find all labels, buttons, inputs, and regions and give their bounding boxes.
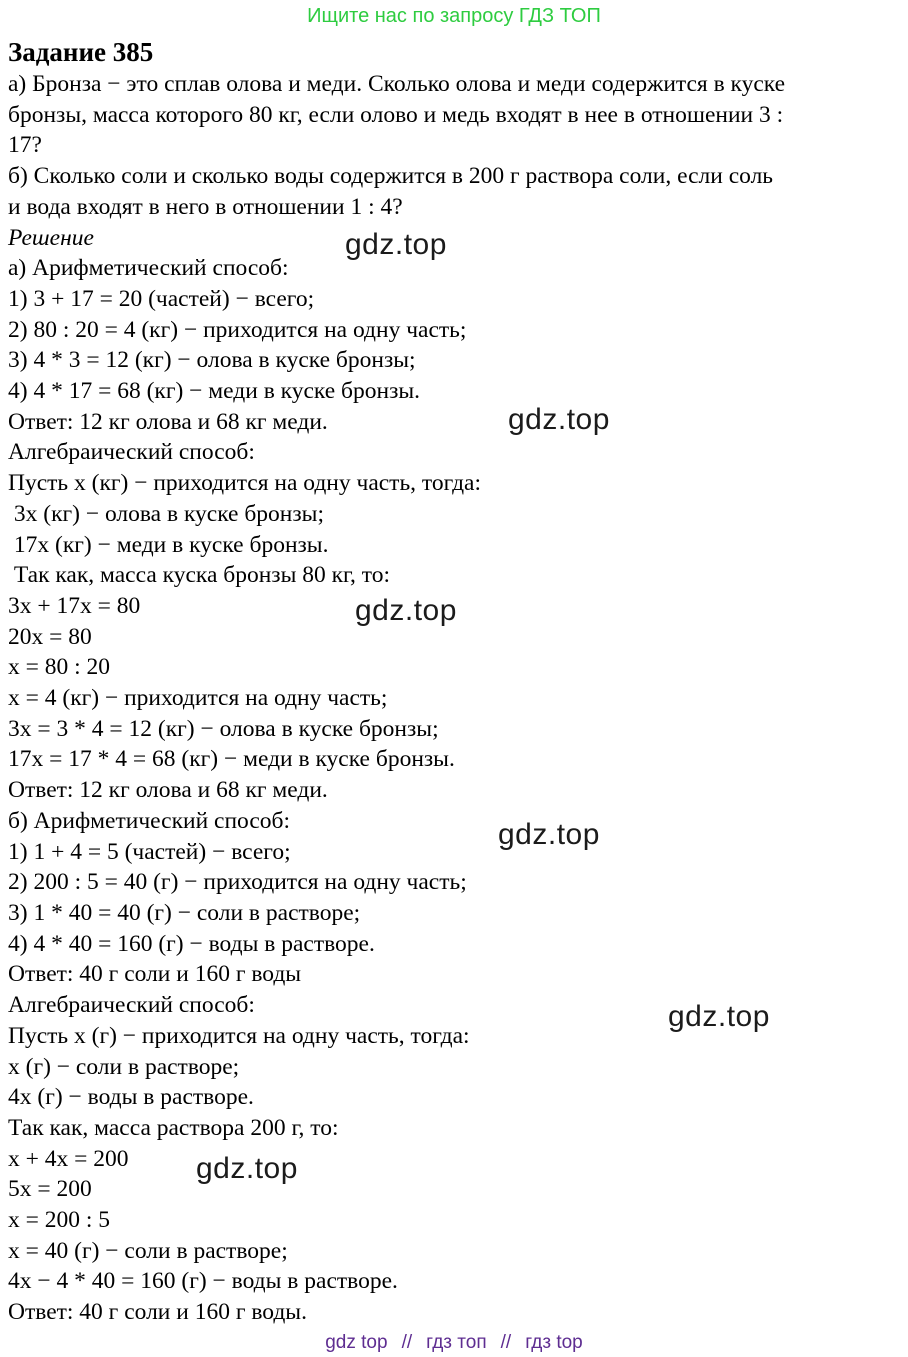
text-line: 3x + 17x = 80 xyxy=(8,592,141,619)
text-line: x = 40 (г) − соли в растворе; xyxy=(8,1237,288,1264)
footer-link-text: gdz top xyxy=(325,1332,388,1353)
text-line: Ответ: 12 кг олова и 68 кг меди. xyxy=(8,408,328,435)
text-line: 17x = 17 * 4 = 68 (кг) − меди в куске бронзы. xyxy=(8,746,455,773)
text-line: 4) 4 * 40 = 160 (г) − воды в растворе. xyxy=(8,930,375,957)
text-line: Так как, масса раствора 200 г, то: xyxy=(8,1114,339,1141)
text-line: бронзы, масса которого 80 кг, если олово и медь входят в нее в отношении 3 : xyxy=(8,101,784,128)
text-line: Пусть x (кг) − приходится на одну часть, тогда: xyxy=(8,470,482,497)
text-line: Ответ: 40 г соли и 160 г воды. xyxy=(8,1299,307,1326)
text-line: 3) 1 * 40 = 40 (г) − соли в растворе; xyxy=(8,899,361,926)
footer-separator: // xyxy=(500,1332,512,1353)
text-line: 17? xyxy=(8,132,42,159)
gdz-top-watermark: gdz.top xyxy=(668,1000,770,1033)
text-line: б) Сколько соли и сколько воды содержится в 200 г раствора соли, если соль xyxy=(8,163,774,190)
text-line: 2) 200 : 5 = 40 (г) − приходится на одну часть; xyxy=(8,869,467,896)
gdz-top-watermark: gdz.top xyxy=(355,594,457,627)
footer-link-text: гдз топ xyxy=(426,1332,487,1353)
text-line: Ответ: 12 кг олова и 68 кг меди. xyxy=(8,777,328,804)
text-line: 3) 4 * 3 = 12 (кг) − олова в куске бронзы; xyxy=(8,347,416,374)
text-line: x + 4x = 200 xyxy=(8,1145,129,1172)
text-line: 5x = 200 xyxy=(8,1176,92,1203)
text-line: 17x (кг) − меди в куске бронзы. xyxy=(8,531,329,558)
text-line: 2) 80 : 20 = 4 (кг) − приходится на одну часть; xyxy=(8,316,467,343)
text-line: а) Арифметический способ: xyxy=(8,255,289,282)
text-line: 1) 1 + 4 = 5 (частей) − всего; xyxy=(8,838,291,865)
text-line: x (г) − соли в растворе; xyxy=(8,1053,240,1080)
promo-header-text: Ищите нас по запросу ГДЗ ТОП xyxy=(307,5,601,27)
text-line: Пусть x (г) − приходится на одну часть, тогда: xyxy=(8,1022,470,1049)
text-line: 4x − 4 * 40 = 160 (г) − воды в растворе. xyxy=(8,1268,398,1295)
text-line: 4) 4 * 17 = 68 (кг) − меди в куске бронзы. xyxy=(8,378,421,405)
gdz-top-watermark: gdz.top xyxy=(345,228,447,261)
text-line: 20x = 80 xyxy=(8,623,92,650)
gdz-top-watermark: gdz.top xyxy=(498,818,600,851)
text-line: и вода входят в него в отношении 1 : 4? xyxy=(8,193,403,220)
text-line: а) Бронза − это сплав олова и меди. Сколько олова и меди содержится в куске xyxy=(8,71,786,97)
text-line: Алгебраический способ: xyxy=(8,992,255,1019)
footer-separator: // xyxy=(401,1332,413,1353)
footer-links xyxy=(0,1332,908,1354)
text-line: 4x (г) − воды в растворе. xyxy=(8,1084,254,1111)
text-line: Так как, масса куска бронзы 80 кг, то: xyxy=(8,562,391,589)
text-line: Алгебраический способ: xyxy=(8,439,255,466)
task-title: Задание 385 xyxy=(8,37,154,67)
text-line: б) Арифметический способ: xyxy=(8,807,291,834)
text-line: x = 200 : 5 xyxy=(8,1207,111,1234)
text-line: x = 80 : 20 xyxy=(8,654,111,681)
text-line: Ответ: 40 г соли и 160 г воды xyxy=(8,961,302,988)
text-line: 3x (кг) − олова в куске бронзы; xyxy=(8,500,324,527)
footer-link-text: гдз top xyxy=(525,1332,583,1353)
text-line: x = 4 (кг) − приходится на одну часть; xyxy=(8,685,388,712)
gdz-top-watermark: gdz.top xyxy=(508,403,610,436)
gdz-top-watermark: gdz.top xyxy=(196,1152,298,1185)
text-line: 1) 3 + 17 = 20 (частей) − всего; xyxy=(8,285,315,312)
text-line: Решение xyxy=(8,224,94,251)
solution-lines xyxy=(8,69,902,1328)
text-line: 3x = 3 * 4 = 12 (кг) − олова в куске бронзы; xyxy=(8,715,439,742)
